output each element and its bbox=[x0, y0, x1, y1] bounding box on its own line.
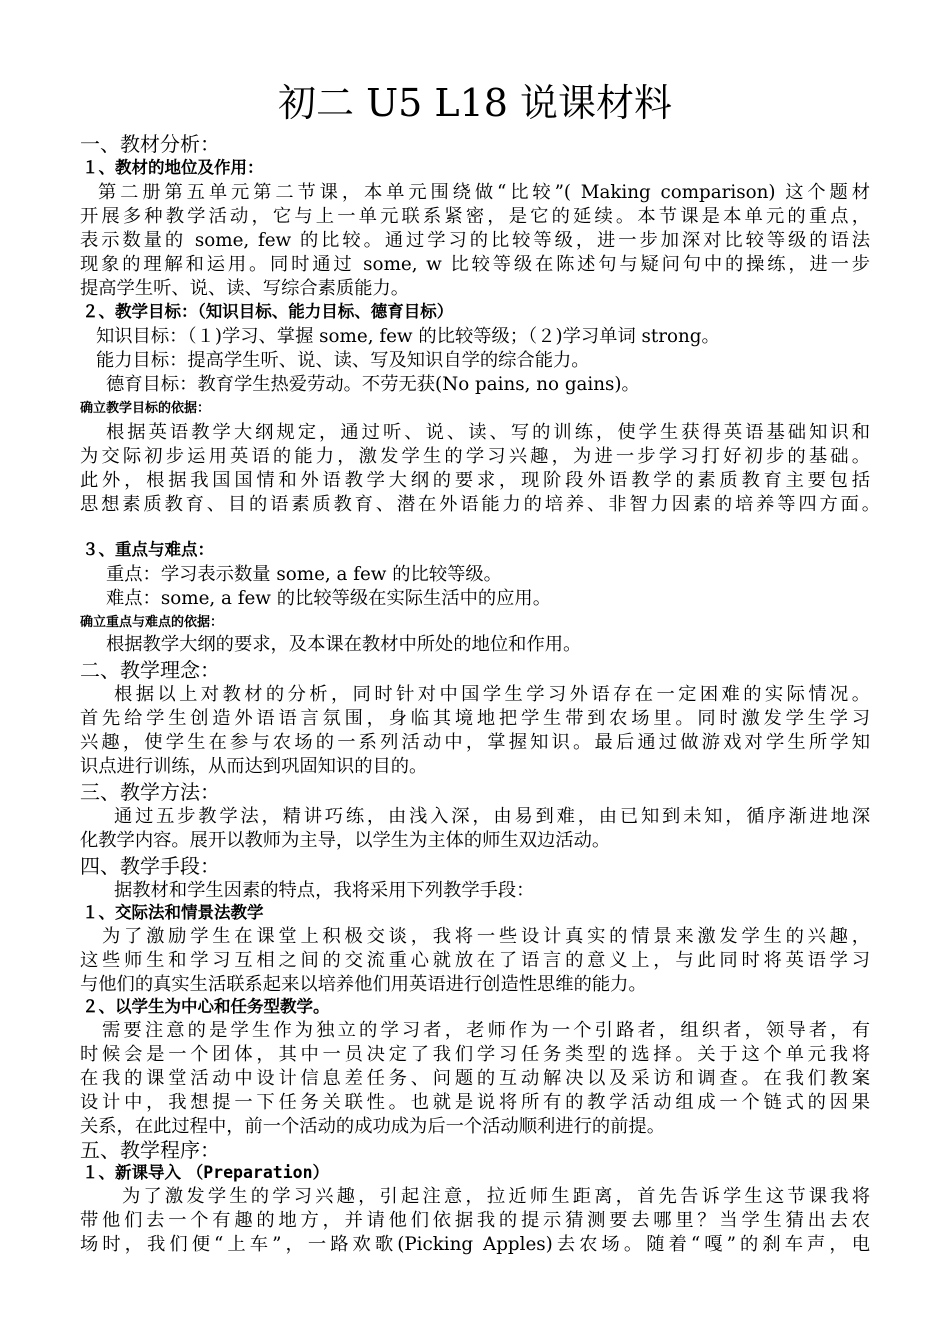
paragraph-line: 表示数量的 some, few 的比较。通过学习的比较等级，进一步加深对比较等级的语法 bbox=[80, 230, 870, 251]
paragraph-line: 识点进行训练，从而达到巩固知识的目的。 bbox=[80, 756, 428, 777]
section-heading-2: 二、教学理念： bbox=[80, 658, 220, 682]
paragraph-line: 需要注意的是学生作为独立的学习者，老师作为一个引路者，组织者，领导者，有 bbox=[102, 1020, 870, 1041]
key-point: 重点：学习表示数量 some, a few 的比较等级。 bbox=[106, 564, 502, 585]
paragraph-line: 根据英语教学大纲规定，通过听、说、读、写的训练，使学生获得英语基础知识和 bbox=[106, 422, 870, 443]
paragraph-line: 提高学生听、说、读、写综合素质能力。 bbox=[80, 278, 410, 299]
document-title: 初二 U5 L18 说课材料 bbox=[277, 81, 673, 125]
goal-knowledge: 知识目标：（１)学习、掌握 some, few 的比较等级；（２)学习单词 strong。 bbox=[96, 326, 720, 347]
paragraph-line: 设计中，我想提一下任务关联性。也就是说将所有的教学活动组成一个链式的因果 bbox=[80, 1092, 870, 1113]
paragraph-line: 与他们的真实生活联系起来以培养他们用英语进行创造性思维的能力。 bbox=[80, 974, 647, 995]
section-heading-4: 四、教学手段： bbox=[80, 854, 220, 878]
paragraph-line: 首先给学生创造外语语言氛围，身临其境地把学生带到农场里。同时激发学生学习 bbox=[80, 708, 870, 729]
paragraph-line: 为了激发学生的学习兴趣，引起注意，拉近师生距离，首先告诉学生这节课我将 bbox=[122, 1186, 870, 1207]
difficulty: 难点：some, a few 的比较等级在实际生活中的应用。 bbox=[106, 588, 551, 609]
goal-moral: 德育目标：教育学生热爱劳动。不劳无获(No pains, no gains)。 bbox=[106, 374, 640, 395]
section-heading-3: 三、教学方法： bbox=[80, 780, 220, 804]
paragraph-line: 现象的理解和运用。同时通过 some, w 比较等级在陈述句与疑问句中的操练，进一步 bbox=[80, 254, 870, 275]
subheading-preparation-label: １、新课导入 bbox=[82, 1163, 181, 1182]
paragraph-line: 场时，我们便“上车”，一路欢歌(Picking Apples)去农场。随着“嘎”的刹车声，电 bbox=[80, 1234, 870, 1255]
basis-label: 确立教学目标的依据： bbox=[80, 401, 211, 416]
paragraph-line: 这些师生和学习互相之间的交流重心就放在了语言的意义上，与此同时将英语学习 bbox=[80, 950, 870, 971]
goal-ability: 能力目标：提高学生听、说、读、写及知识自学的综合能力。 bbox=[96, 350, 590, 371]
paragraph-line: 通过五步教学法，精讲巧练，由浅入深，由易到难，由已知到未知，循序渐进地深 bbox=[114, 806, 870, 827]
subheading-teaching-goals: ２、教学目标：（知识目标、能力目标、德育目标） bbox=[82, 302, 454, 321]
subheading-preparation bbox=[82, 1162, 882, 1184]
paragraph-line: 关系，在此过程中，前一个活动的成功成为后一个活动顺利进行的前提。 bbox=[80, 1116, 665, 1137]
paragraph-line: 开展多种教学活动，它与上一单元联系紧密，是它的延续。本节课是本单元的重点， bbox=[80, 206, 870, 227]
paragraph-line: 带他们去一个有趣的地方，并请他们依据我的提示猜测要去哪里？当学生猜出去农 bbox=[80, 1210, 870, 1231]
paragraph-line: 为了激励学生在课堂上积极交谈，我将一些设计真实的情景来激发学生的兴趣， bbox=[102, 926, 870, 947]
subheading-student-centered: ２、以学生为中心和任务型教学。 bbox=[82, 997, 330, 1016]
paragraph-line: 化教学内容。展开以教师为主导，以学生为主体的师生双边活动。 bbox=[80, 830, 611, 851]
section-heading-5: 五、教学程序： bbox=[80, 1138, 220, 1162]
paragraph-line: 据教材和学生因素的特点，我将采用下列教学手段： bbox=[114, 880, 535, 901]
paragraph-line: 兴趣，使学生在参与农场的一系列活动中，掌握知识。最后通过做游戏对学生所学知 bbox=[80, 732, 870, 753]
paragraph-line: 第二册第五单元第二节课，本单元围绕做“比较”( Making comparison) 这个题材 bbox=[98, 182, 870, 203]
paragraph-line: 思想素质教育、目的语素质教育、潜在外语能力的培养、非智力因素的培养等四方面。 bbox=[80, 494, 880, 515]
section-heading-1: 一、教材分析： bbox=[80, 132, 220, 156]
subheading-key-points: ３、重点与难点： bbox=[82, 540, 214, 559]
paragraph-line: 为交际初步运用英语的能力，激发学生的学习兴趣，为进一步学习打好初步的基础。 bbox=[80, 446, 870, 467]
paragraph-line: 此外，根据我国国情和外语教学大纲的要求，现阶段外语教学的素质教育主要包括 bbox=[80, 470, 870, 491]
paragraph-line: 根据教学大纲的要求，及本课在教材中所处的地位和作用。 bbox=[106, 634, 582, 655]
paragraph-line: 时候会是一个团体，其中一员决定了我们学习任务类型的选择。关于这个单元我将 bbox=[80, 1044, 870, 1065]
paragraph-line: 在我的课堂活动中设计信息差任务、问题的互动解决以及采访和调查。在我们教案 bbox=[80, 1068, 870, 1089]
paragraph-line: 根据以上对教材的分析，同时针对中国学生学习外语存在一定困难的实际情况。 bbox=[114, 684, 870, 705]
basis2-label: 确立重点与难点的依据： bbox=[80, 615, 224, 630]
subheading-preparation-en: （Preparation） bbox=[186, 1163, 330, 1182]
subheading-position-role: １、教材的地位及作用： bbox=[82, 158, 264, 177]
subheading-communicative-method: １、交际法和情景法教学 bbox=[82, 903, 264, 922]
